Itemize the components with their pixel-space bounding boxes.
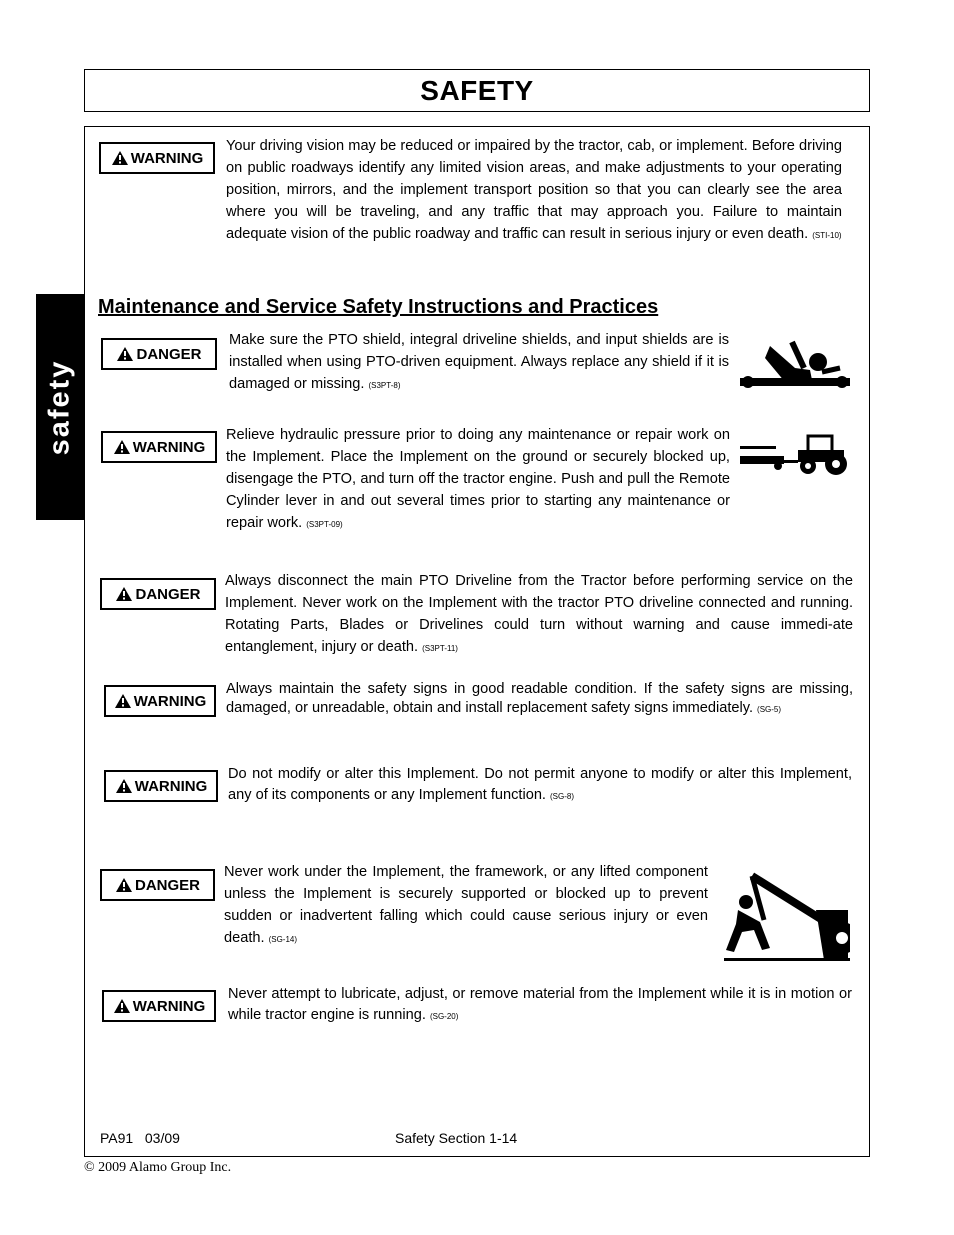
section-heading: Maintenance and Service Safety Instructions and Practices: [98, 296, 659, 318]
footer-page-number: Safety Section 1-14: [395, 1130, 518, 1146]
page-title: SAFETY: [420, 74, 534, 106]
badge-label: WARNING: [133, 692, 207, 710]
badge-label: DANGER: [135, 585, 201, 603]
warning-badge: [102, 990, 216, 1022]
badge-label: WARNING: [132, 997, 206, 1015]
safety-paragraph: [229, 329, 729, 397]
footer-model-date: PA91 03/09: [100, 1130, 180, 1146]
paragraph-text: Relieve hydraulic pressure prior to doing any maintenance or repair work on the Implement. Place the Implement on the ground or securely blocked up, disengage the PTO, and turn off the tractor engine. Push and pull the Remote Cylinder lever in and out several times prior to starting any maintenance or repair work.: [226, 427, 730, 531]
header-box: [84, 69, 870, 112]
badge-label: WARNING: [130, 149, 204, 167]
paragraph-text: Never attempt to lubricate, adjust, or remove material from the Implement while it is in motion or while tractor engine is running.: [228, 986, 852, 1023]
reference-code: (S3PT-8): [368, 381, 401, 390]
danger-badge: [100, 578, 216, 610]
warning-triangle-icon: [113, 998, 131, 1014]
warning-badge: [104, 685, 216, 717]
side-tab: [36, 294, 84, 520]
badge-label: DANGER: [134, 876, 200, 894]
tractor-implement-icon: [738, 432, 850, 476]
paragraph-text: Your driving vision may be reduced or impaired by the tractor, cab, or implement. Before driving on public roadways identify any limited vision areas, and make adjustments to your operating position, mirrors, and the implement transport position so that you can clearly see the area where you will be traveling, and any traffic that may approach you. Failure to maintain adequate vision of the public roadway and traffic can result in serious injury or even death.: [226, 138, 842, 242]
safety-paragraph: [226, 424, 730, 536]
paragraph-text: Do not modify or alter this Implement. Do not permit anyone to modify or alter this Implement, any of its components or any Implement function.: [228, 766, 852, 803]
warning-triangle-icon: [115, 877, 133, 893]
paragraph-text: Make sure the PTO shield, integral driveline shields, and input shields are is installed when using PTO-driven equipment. Always replace any shield if it is damaged or missing.: [229, 332, 729, 392]
paragraph-text: Never work under the Implement, the framework, or any lifted component unless the Implement is securely supported or blocked up to prevent sudden or inadvertent falling which could cause serious injury or even death.: [224, 864, 708, 946]
safety-paragraph: [226, 135, 842, 247]
reference-code: (SG-5): [757, 705, 782, 714]
danger-badge: [101, 338, 217, 370]
danger-badge: [100, 869, 215, 901]
side-tab-label: safety: [43, 359, 76, 455]
safety-paragraph: [228, 764, 852, 807]
warning-triangle-icon: [111, 150, 129, 166]
warning-triangle-icon: [113, 439, 131, 455]
entanglement-hazard-icon: [740, 338, 850, 398]
warning-triangle-icon: [116, 346, 134, 362]
warning-badge: [104, 770, 218, 802]
reference-code: (S3PT-11): [422, 644, 458, 653]
warning-badge: [101, 431, 217, 463]
reference-code: (SG-8): [549, 792, 574, 801]
warning-triangle-icon: [115, 778, 133, 794]
paragraph-text: Always maintain the safety signs in good readable condition. If the safety signs are missing, damaged, or unreadable, obtain and install replacement safety signs immediately.: [226, 681, 853, 716]
reference-code: (S3PT-09): [306, 520, 343, 529]
badge-label: DANGER: [136, 345, 202, 363]
reference-code: (SG-14): [268, 935, 298, 944]
safety-paragraph: [226, 680, 853, 719]
safety-paragraph: [228, 984, 852, 1027]
safety-paragraph: [224, 861, 708, 951]
safety-paragraph: [225, 570, 853, 660]
warning-badge: [99, 142, 215, 174]
badge-label: WARNING: [132, 438, 206, 456]
badge-label: WARNING: [134, 777, 208, 795]
warning-triangle-icon: [114, 693, 132, 709]
paragraph-text: Always disconnect the main PTO Driveline from the Tractor before performing service on the Implement. Never work on the Implement with the tractor PTO driveline connected and running. Rotating Parts, Blades or Drivelines could turn without warning and cause immedi-ate entanglement, injury or death.: [225, 573, 853, 655]
reference-code: (SG-20): [429, 1012, 459, 1021]
copyright: © 2009 Alamo Group Inc.: [84, 1160, 232, 1175]
warning-triangle-icon: [115, 586, 133, 602]
crushing-hazard-icon: [724, 870, 850, 962]
reference-code: (STI-10): [812, 231, 842, 240]
